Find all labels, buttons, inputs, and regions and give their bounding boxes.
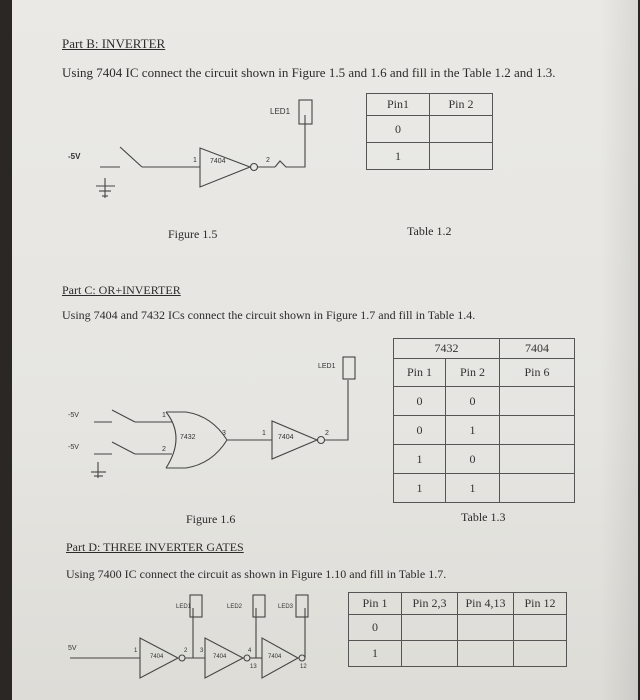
fig110-pin-12: 12 (300, 664, 307, 670)
table-1-3-header: Pin 1 (394, 359, 446, 387)
table-1-2 (366, 93, 493, 170)
table-1-2-caption: Table 1.2 (407, 224, 452, 238)
fig110-ic-1: 7404 (150, 654, 164, 660)
table-1-7-cell (458, 615, 514, 641)
table-1-7-cell (514, 615, 567, 641)
fig110-pin-3: 3 (200, 648, 204, 654)
page-shadow (600, 0, 640, 700)
fig16-inv-pin-in: 1 (262, 430, 266, 437)
table-1-3 (393, 338, 575, 503)
fig16-inv-pin-out: 2 (325, 430, 329, 437)
table-1-7-header: Pin 1 (349, 593, 402, 615)
table-1-2-header: Pin1 (367, 94, 430, 116)
figure-1-6-circuit (91, 357, 355, 478)
table-1-3-cell (500, 387, 575, 416)
table-1-7-cell: 0 (349, 615, 402, 641)
fig16-or-pin-a: 1 (162, 412, 166, 419)
part-d-instruction: Using 7400 IC connect the circuit as shown in Figure 1.10 and fill in Table 1.7. (66, 567, 447, 581)
fig15-led-label: LED1 (270, 107, 291, 116)
part-b-heading: Part B: INVERTER (62, 36, 166, 51)
fig15-supply-label: -5V (68, 152, 81, 161)
fig110-led-1: LED1 (176, 604, 192, 610)
fig110-led-2: LED2 (227, 604, 243, 610)
or-gate-back (166, 412, 176, 468)
table-1-3-cell (500, 416, 575, 445)
table-1-3-cell (500, 474, 575, 503)
table-1-2-cell: 0 (367, 116, 430, 143)
fig110-ic-2: 7404 (213, 654, 227, 660)
fig15-pin-out: 2 (266, 157, 270, 164)
part-b-instruction: Using 7404 IC connect the circuit shown in Figure 1.5 and 1.6 and fill in the Table 1.2 and 1.3. (62, 65, 556, 80)
table-1-7-header: Pin 12 (514, 593, 567, 615)
inverter-bubble (251, 164, 258, 171)
inverter-gate-symbol (200, 148, 250, 187)
table-1-3-cell: 1 (446, 416, 500, 445)
fig110-led-3: LED3 (278, 604, 294, 610)
table-1-2-cell: 1 (367, 143, 430, 170)
table-1-7-cell (458, 641, 514, 667)
table-1-7-cell (402, 641, 458, 667)
figure-1-5-caption: Figure 1.5 (168, 227, 218, 241)
fig16-supply2: -5V (68, 444, 79, 451)
table-1-3-cell: 0 (446, 445, 500, 474)
or-gate-symbol (166, 412, 227, 468)
table-1-3-group-header: 7404 (500, 339, 575, 359)
fig16-or-ic: 7432 (180, 434, 196, 441)
table-1-2-cell (430, 143, 493, 170)
table-1-3-header: Pin 2 (446, 359, 500, 387)
table-1-3-group-header: 7432 (394, 339, 500, 359)
fig110-ic-3: 7404 (268, 654, 282, 660)
fig16-supply1: -5V (68, 412, 79, 419)
table-1-3-cell: 0 (446, 387, 500, 416)
fig110-pin-2: 2 (184, 648, 188, 654)
fig16-or-pin-b: 2 (162, 446, 166, 453)
fig16-or-pin-out: 3 (222, 430, 226, 437)
table-1-3-caption: Table 1.3 (461, 510, 506, 524)
table-1-7-cell (514, 641, 567, 667)
led1-symbol-c (343, 357, 355, 379)
table-1-2-header: Pin 2 (430, 94, 493, 116)
table-1-3-cell: 1 (394, 474, 446, 503)
fig110-pin-13: 13 (250, 664, 257, 670)
fig15-pin-in: 1 (193, 157, 197, 164)
table-1-7-cell: 1 (349, 641, 402, 667)
table-1-3-cell: 0 (394, 387, 446, 416)
fig16-inv-ic: 7404 (278, 434, 294, 441)
table-1-7-header: Pin 4,13 (458, 593, 514, 615)
part-c-heading: Part C: OR+INVERTER (62, 283, 181, 297)
table-1-3-cell (500, 445, 575, 474)
fig110-pin-1: 1 (134, 648, 138, 654)
part-c-instruction: Using 7404 and 7432 ICs connect the circuit shown in Figure 1.7 and fill in Table 1.4. (62, 308, 476, 322)
table-1-3-cell: 0 (394, 416, 446, 445)
table-1-3-cell: 1 (394, 445, 446, 474)
table-1-3-cell: 1 (446, 474, 500, 503)
fig110-supply: 5V (68, 645, 77, 652)
part-d-heading: Part D: THREE INVERTER GATES (66, 540, 244, 554)
fig16-led: LED1 (318, 363, 336, 370)
table-1-7-header: Pin 2,3 (402, 593, 458, 615)
table-1-7 (348, 592, 567, 667)
fig15-ic-label: 7404 (210, 158, 226, 165)
table-1-3-header: Pin 6 (500, 359, 575, 387)
figure-1-6-caption: Figure 1.6 (186, 512, 236, 526)
fig110-pin-4: 4 (248, 648, 252, 654)
table-1-7-cell (402, 615, 458, 641)
table-1-2-cell (430, 116, 493, 143)
